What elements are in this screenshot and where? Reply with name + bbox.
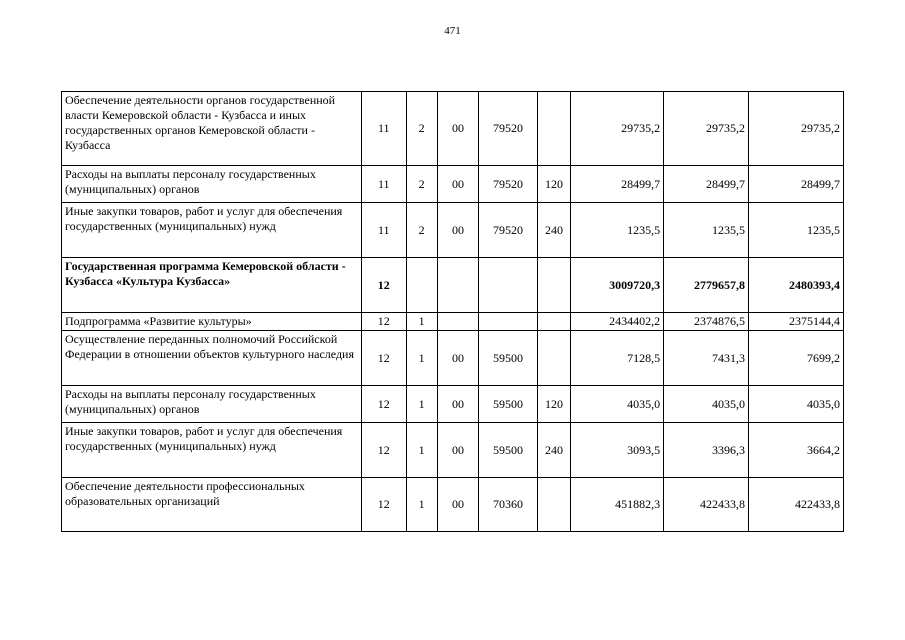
- amount-year-1: 451882,3: [571, 478, 664, 532]
- expense-type-code: 120: [537, 166, 570, 203]
- expense-type-code: 240: [537, 203, 570, 258]
- program-code: 00: [437, 203, 478, 258]
- page-number: 471: [444, 25, 461, 37]
- expense-type-code: 120: [537, 386, 570, 423]
- table-row: [62, 203, 844, 258]
- amount-year-3: 29735,2: [748, 92, 843, 166]
- section-code: 11: [362, 203, 406, 258]
- row-name: Иные закупки товаров, работ и услуг для обеспечения государственных (муниципальных) нужд: [62, 203, 362, 258]
- subsection-code: 1: [406, 313, 437, 331]
- row-name: Государственная программа Кемеровской области - Кузбасса «Культура Кузбасса»: [62, 258, 362, 313]
- section-code: 11: [362, 92, 406, 166]
- amount-year-2: 1235,5: [664, 203, 749, 258]
- table-row: [62, 258, 844, 313]
- table-row: [62, 166, 844, 203]
- section-code: 12: [362, 478, 406, 532]
- amount-year-1: 28499,7: [571, 166, 664, 203]
- amount-year-1: 3093,5: [571, 423, 664, 478]
- program-code: 00: [437, 386, 478, 423]
- direction-code: 79520: [479, 203, 538, 258]
- direction-code: 59500: [479, 331, 538, 386]
- amount-year-2: 29735,2: [664, 92, 749, 166]
- direction-code: 59500: [479, 423, 538, 478]
- expense-type-code: [537, 313, 570, 331]
- amount-year-2: 422433,8: [664, 478, 749, 532]
- amount-year-2: 7431,3: [664, 331, 749, 386]
- section-code: 12: [362, 313, 406, 331]
- amount-year-2: 2374876,5: [664, 313, 749, 331]
- amount-year-3: 2375144,4: [748, 313, 843, 331]
- amount-year-2: 4035,0: [664, 386, 749, 423]
- table-row: [62, 423, 844, 478]
- program-code: 00: [437, 423, 478, 478]
- subsection-code: [406, 258, 437, 313]
- amount-year-3: 2480393,4: [748, 258, 843, 313]
- row-name: Осуществление переданных полномочий Российской Федерации в отношении объектов культурного наследия: [62, 331, 362, 386]
- section-code: 12: [362, 331, 406, 386]
- program-code: 00: [437, 92, 478, 166]
- subsection-code: 1: [406, 423, 437, 478]
- section-code: 12: [362, 423, 406, 478]
- row-name: Обеспечение деятельности органов государственной власти Кемеровской области - Кузбасса и иных государственных органов Кемеровской области - Кузбасса: [62, 92, 362, 166]
- row-name: Обеспечение деятельности профессиональных образовательных организаций: [62, 478, 362, 532]
- section-code: 12: [362, 386, 406, 423]
- table-row: [62, 386, 844, 423]
- amount-year-2: 2779657,8: [664, 258, 749, 313]
- subsection-code: 2: [406, 203, 437, 258]
- expense-type-code: [537, 258, 570, 313]
- amount-year-3: 422433,8: [748, 478, 843, 532]
- direction-code: 59500: [479, 386, 538, 423]
- program-code: [437, 258, 478, 313]
- amount-year-3: 28499,7: [748, 166, 843, 203]
- row-name: Подпрограмма «Развитие культуры»: [62, 313, 362, 331]
- row-name: Расходы на выплаты персоналу государственных (муниципальных) органов: [62, 166, 362, 203]
- table-row: [62, 92, 844, 166]
- table-row: [62, 331, 844, 386]
- program-code: [437, 313, 478, 331]
- budget-table: [61, 91, 844, 532]
- amount-year-1: 29735,2: [571, 92, 664, 166]
- subsection-code: 1: [406, 331, 437, 386]
- direction-code: 70360: [479, 478, 538, 532]
- subsection-code: 1: [406, 386, 437, 423]
- direction-code: 79520: [479, 92, 538, 166]
- subsection-code: 2: [406, 92, 437, 166]
- row-name: Расходы на выплаты персоналу государственных (муниципальных) органов: [62, 386, 362, 423]
- expense-type-code: [537, 331, 570, 386]
- program-code: 00: [437, 166, 478, 203]
- direction-code: 79520: [479, 166, 538, 203]
- amount-year-3: 1235,5: [748, 203, 843, 258]
- subsection-code: 1: [406, 478, 437, 532]
- row-name: Иные закупки товаров, работ и услуг для обеспечения государственных (муниципальных) нужд: [62, 423, 362, 478]
- subsection-code: 2: [406, 166, 437, 203]
- section-code: 11: [362, 166, 406, 203]
- table-row: [62, 313, 844, 331]
- amount-year-3: 7699,2: [748, 331, 843, 386]
- direction-code: [479, 313, 538, 331]
- amount-year-1: 4035,0: [571, 386, 664, 423]
- expense-type-code: [537, 478, 570, 532]
- program-code: 00: [437, 478, 478, 532]
- amount-year-1: 2434402,2: [571, 313, 664, 331]
- amount-year-1: 7128,5: [571, 331, 664, 386]
- amount-year-2: 28499,7: [664, 166, 749, 203]
- expense-type-code: 240: [537, 423, 570, 478]
- amount-year-2: 3396,3: [664, 423, 749, 478]
- amount-year-1: 1235,5: [571, 203, 664, 258]
- section-code: 12: [362, 258, 406, 313]
- amount-year-1: 3009720,3: [571, 258, 664, 313]
- program-code: 00: [437, 331, 478, 386]
- expense-type-code: [537, 92, 570, 166]
- amount-year-3: 3664,2: [748, 423, 843, 478]
- direction-code: [479, 258, 538, 313]
- table-row: [62, 478, 844, 532]
- amount-year-3: 4035,0: [748, 386, 843, 423]
